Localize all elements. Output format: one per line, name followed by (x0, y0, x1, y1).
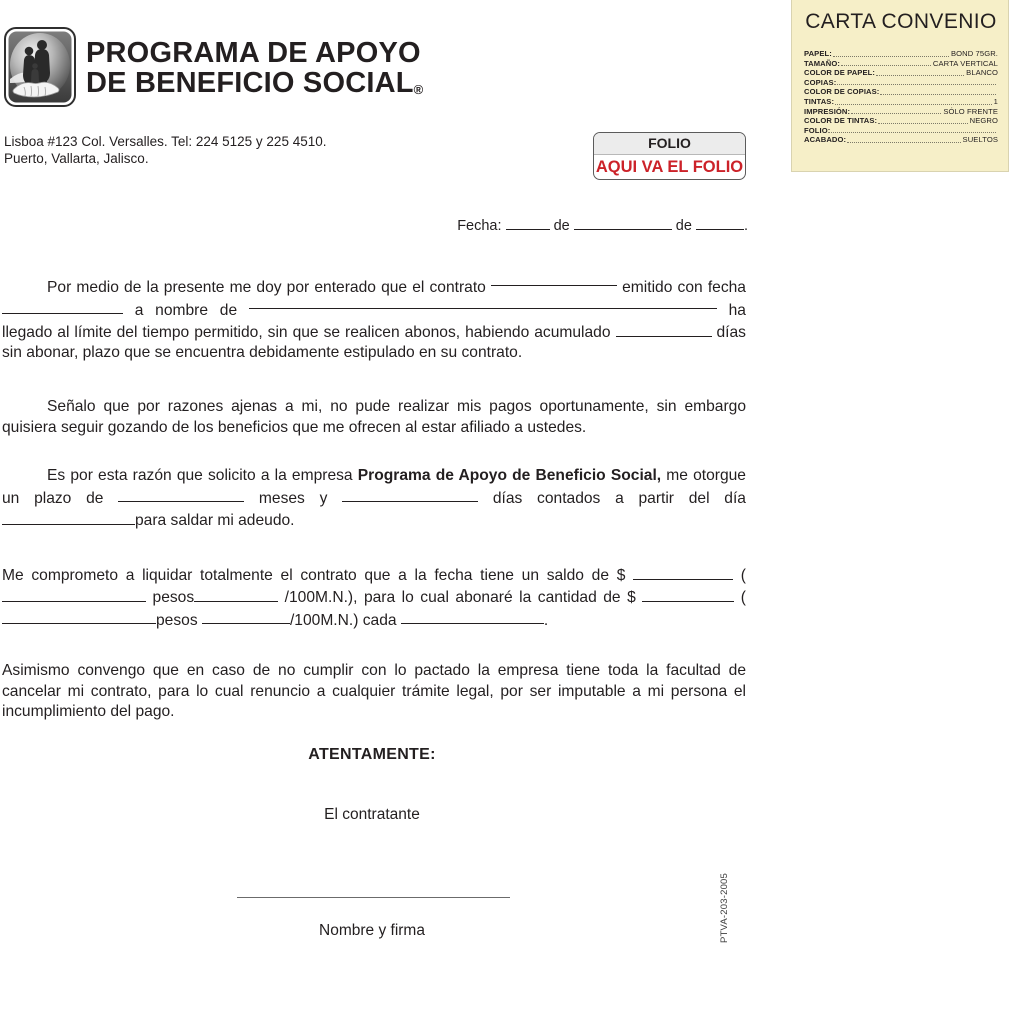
p3-text-b: me otorgue un plazo de (2, 467, 746, 507)
date-month-blank[interactable] (574, 215, 672, 230)
p4-text-f: pesos (156, 611, 198, 629)
spec-leader (841, 60, 931, 66)
p3-text-e: para saldar mi adeudo. (135, 511, 295, 529)
spec-value: BLANCO (966, 68, 998, 78)
spec-label: COLOR DE TINTAS: (804, 116, 878, 126)
p3-text-d: días contados a partir del día (492, 489, 746, 507)
spec-leader (833, 51, 949, 57)
payment-frequency-blank[interactable] (401, 609, 544, 625)
p1-text-a: Por medio de la presente me doy por enterado que el contrato (47, 279, 486, 296)
signature-line[interactable] (237, 897, 510, 898)
spec-label: IMPRESIÓN: (804, 106, 851, 116)
spec-value: 1 (993, 96, 998, 106)
brand-title-line2: DE BENEFICIO SOCIAL (86, 67, 414, 99)
contratante-label: El contratante (324, 806, 420, 823)
p5-text: Asimismo convengo que en caso de no cumplir con lo pactado la empresa tiene toda la facultad de cancelar mi contrato, para lo cual renuncio a cualquier trámite legal, por ser imputable a mi persona el incumplimiento del pago. (2, 662, 746, 720)
company-name-inline: Programa de Apoyo de Beneficio Social, (357, 467, 662, 484)
p1-text-d: ha llegado al límite del tiempo permitido, sin que se realicen abonos, habiendo acumulado (2, 301, 746, 341)
p3-text-a: Es por esta razón que solicito a la empresa (47, 467, 353, 484)
date-prefix-label: Fecha: (457, 217, 502, 234)
spec-label: COPIAS: (804, 77, 837, 87)
spec-row (804, 68, 998, 78)
contract-name-blank[interactable] (249, 308, 717, 309)
balance-cents-blank[interactable] (194, 586, 278, 602)
spec-panel-list (804, 49, 998, 145)
folio-header-label: FOLIO (594, 133, 745, 155)
paragraph-contract-notice (2, 278, 746, 364)
contract-date-blank[interactable] (2, 299, 123, 315)
p1-text-c: a nombre de (134, 301, 238, 319)
balance-amount-blank[interactable] (633, 564, 733, 580)
paragraph-request (2, 466, 746, 531)
spec-value: SÓLO FRENTE (943, 106, 998, 116)
spec-row (804, 135, 998, 145)
spec-leader (878, 118, 967, 124)
spec-row (804, 78, 998, 88)
spec-value: NEGRO (969, 116, 998, 126)
p1-text-b: emitido con fecha (622, 279, 746, 296)
spec-panel-title: CARTA CONVENIO (805, 10, 997, 33)
spec-label: COLOR DE PAPEL: (804, 68, 875, 78)
date-period: . (743, 217, 748, 234)
date-line (0, 215, 748, 234)
spec-panel (791, 0, 1009, 172)
spec-row (804, 126, 998, 136)
p4-text-a: Me comprometo a liquidar totalmente el contrato que a la fecha tiene un saldo de $ (2, 566, 626, 584)
spec-row (804, 97, 998, 107)
spec-row (804, 49, 998, 59)
folio-placeholder-text: AQUI VA EL FOLIO (595, 158, 744, 176)
date-separator-2: de (675, 217, 692, 234)
spec-label: FOLIO: (804, 125, 831, 135)
registered-mark: ® (413, 82, 424, 97)
form-code: PTVA-203-2005 (719, 872, 730, 943)
paragraph-reason (2, 397, 746, 438)
spec-leader (835, 99, 992, 105)
spec-value: BOND 75GR. (951, 49, 998, 58)
nombre-firma-label: Nombre y firma (319, 922, 425, 939)
installment-cents-blank[interactable] (202, 609, 290, 625)
balance-words-blank[interactable] (2, 586, 146, 602)
spec-row (804, 59, 998, 69)
brand-title-line1: PROGRAMA DE APOYO (86, 37, 421, 69)
p2-text: Señalo que por razones ajenas a mi, no pude realizar mis pagos oportunamente, sin embargo quisiera seguir gozando de los beneficios que me ofrecen al estar afiliado a ustedes. (2, 398, 746, 436)
spec-row (804, 107, 998, 117)
days-term-blank[interactable] (342, 487, 478, 503)
months-term-blank[interactable] (118, 487, 244, 503)
company-address (4, 133, 326, 167)
spec-leader (847, 137, 960, 143)
spec-value: SUELTOS (962, 135, 998, 145)
p4-text-g: /100M.N.) cada (289, 611, 397, 629)
spec-label: ACABADO: (804, 135, 847, 145)
spec-leader (880, 89, 996, 95)
spec-leader (831, 127, 996, 133)
spec-label: TINTAS: (804, 96, 835, 106)
spec-leader (876, 70, 964, 76)
date-separator-1: de (553, 217, 570, 234)
spec-label: COLOR DE COPIAS: (804, 87, 880, 97)
p3-text-c: meses y (258, 489, 328, 507)
date-year-blank[interactable] (696, 215, 744, 230)
spec-label: PAPEL: (804, 49, 832, 58)
contract-number-blank[interactable] (491, 285, 617, 286)
start-day-blank[interactable] (2, 509, 135, 525)
spec-label: TAMAÑO: (804, 58, 840, 68)
p4-text-d: /100M.N.), para lo cual abonaré la cantidad de $ (284, 589, 636, 607)
spec-row (804, 87, 998, 97)
spec-row (804, 116, 998, 126)
p4-text-e: ( (740, 589, 746, 607)
address-line-2: Puerto, Vallarta, Jalisco. (4, 151, 149, 166)
paragraph-payment (2, 564, 746, 631)
spec-value: CARTA VERTICAL (932, 58, 998, 68)
p4-text-b: ( (740, 566, 746, 584)
spec-leader (837, 79, 996, 85)
p4-period: . (543, 611, 549, 629)
installment-amount-blank[interactable] (642, 586, 734, 602)
days-unpaid-blank[interactable] (616, 321, 712, 337)
date-day-blank[interactable] (506, 215, 550, 230)
address-line-1: Lisboa #123 Col. Versalles. Tel: 224 5125 y 225 4510. (4, 134, 327, 149)
installment-words-blank[interactable] (2, 609, 156, 625)
folio-box (593, 132, 746, 180)
spec-leader (851, 108, 941, 114)
brand-title (86, 38, 726, 103)
atentamente-label: ATENTAMENTE: (308, 746, 436, 763)
p1-text-e: días sin abonar, plazo que se encuentra debidamente estipulado en su contrato. (2, 323, 746, 362)
paragraph-agreement (2, 661, 746, 723)
p4-text-c: pesos (152, 589, 195, 607)
company-logo (4, 27, 76, 107)
